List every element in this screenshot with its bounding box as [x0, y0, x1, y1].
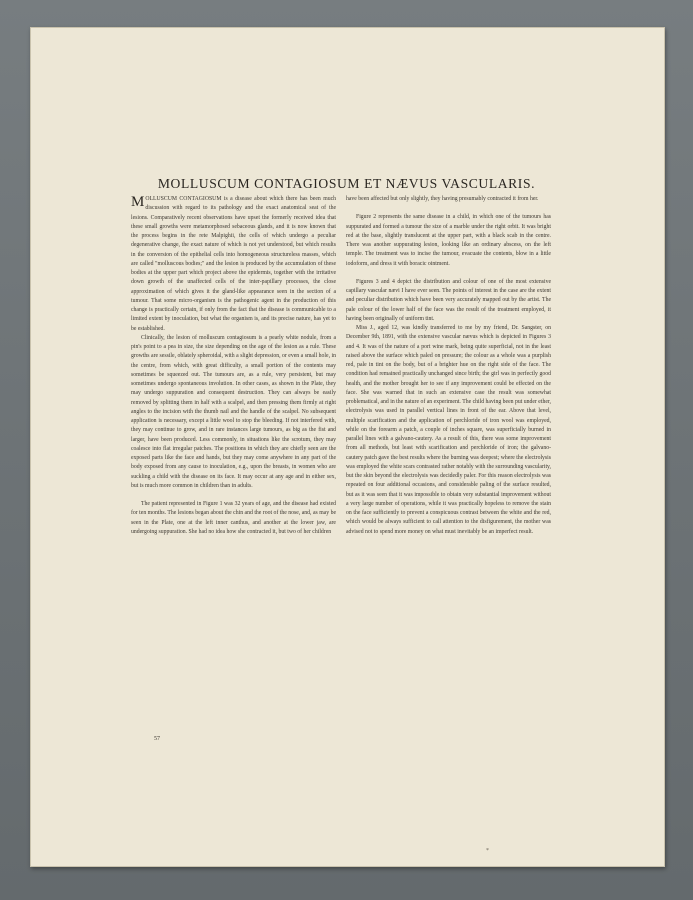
paragraph: Figures 3 and 4 depict the distribution and colour of one of the most extensive capillary vascular nævi I have ever seen. The points of interest in the case are the extent and peculiar distribution which have been very accurately mapped out by the artist. The pale colour of the lower half of the face was the result of the treatment employed, it having been originally of uniform tint. — [346, 278, 551, 322]
right-column — [346, 195, 551, 537]
paragraph: Miss J., aged 12, was kindly transferred to me by my friend, Dr. Sangster, on December 9th, 1891, with the extensive vascular nævus which is depicted in Figures 3 and 4. It was of the nature of a port wine mark, being quite superficial, not in the least raised above the surface which paled on pressure; the colour as a whole was a purplish red, pale in tint on the body, but of a brighter hue on the right side of the face. The condition had remained practically unchanged since birth; the girl was in perfectly good health, and the mother brought her to see if any improvement could be effected on the face. She was warned that in such an extensive case the result was somewhat problematical, and in the nature of an experiment. The child having been put under ether, electrolysis was used in parallel vertical lines in front of the ear. Above that level, multiple scarification and the application of perchloride of iron wool was employed, while on the forearm a patch, a couple of inches square, was superficially burned in parallel lines with a galvano-cautery. As a result of this, there was some improvement from all methods, but least with scarification and perchloride of iron; the galvano-cautery patch gave the best results where the burning was deepest; where the electrolysis was employed the white scars contrasted rather notably with the surrounding vascularity, but the skin beyond the electrolysis was decidedly paler. For this reason electrolysis was repeated on four additional occasions, and considerable paling of the surface resulted, but as it was seen that it was impossible to obtain very substantial improvement without a very large number of operations, while it was practically hopeless to remove the stain on the face sufficiently to prevent a conspicuous contrast between the white and the red, which would be always sufficient to call attention to the disfigurement, the mother was advised not to spend more money on what must inevitably be an imperfect result. — [346, 325, 551, 535]
paragraph-text: OLLUSCUM CONTAGIOSUM is a disease about which there has been much discussion with regard to its pathology and the exact anatomical seat of the lesions. Comparatively recent observations have upset the formerly received idea that these small growths were metamorphosed sebaceous glands, and it is now known that the process begins in the rete Malpighii, the cells of which undergo a peculiar degenerative change, the exact nature of which is not yet understood, but which results in the conversion of the epithelial cells into homogeneous structureless masses, which are called "molluscous bodies;" and the lesion is produced by the accumulation of these bodies at the upper part which project above the epidermis, together with the irritative down growth of the unaffected cells of the inter-papillary processes, the close approximation of which gives it the gland-like appearance seen in the section of a tumour. That some micro-organism is the pathogenic agent in the production of this change is practically certain, if only from the fact that the disease is communicable to a limited extent by inoculation, but what the organism is, and its precise nature, has yet to be established. — [131, 196, 336, 332]
drop-cap: M — [131, 194, 145, 210]
paragraph: The patient represented in Figure 1 was 32 years of age, and the disease had existed for ten months. The lesions began about the chin and the root of the nose, and, as may be seen in the Plate, one at the left inner canthus, and another at the lower jaw, are undergoing suppuration. She had no idea how she contracted it, but two of her children — [131, 501, 336, 535]
paragraph — [131, 195, 336, 334]
page-number: 57 — [154, 736, 160, 742]
paragraph: Figure 2 represents the same disease in a child, in which one of the tumours has suppurated and formed a tumour the size of a marble under the right orbit. It was bright red at the base, slightly translucent at the upper part, with a black scab in the centre. There was another suppurating lesion, looking like an ordinary abscess, on the left temple. The treatment was to incise the tumour, evacuate the contents, blow in a little iodoform, and dress it with boracic ointment. — [346, 214, 551, 267]
paragraph: Clinically, the lesion of molluscum contagiosum is a pearly white nodule, from a pin's point to a pea in size, the size depending on the age of the lesion as a rule. These growths are sessile, oblately spheroidal, with a slight depression, or even a small hole, in the centre, from which, with great difficulty, a small portion of the contents may sometimes be squeezed out. The tumours are, as a rule, very persistent, but may sometimes undergo spontaneous involution. In other cases, as shown in the Plate, they may undergo suppuration and consequent destruction. They can always be easily removed by splitting them in half with a scalpel, and then pressing them firmly at right angles to the incision with the thumb nail and the handle of the scalpel. No subsequent application is necessary, except a little wool to stop the bleeding. If not interfered with, they may continue to grow, and in rare instances large tumours, as big as the fist and larger, have been produced. Less commonly, in situations like the scrotum, they may coalesce into flat irregular patches. The positions in which they are chiefly seen are the exposed parts like the face and hands, but they may come anywhere in any part of the body exposed from any cause to inoculation, e.g., upon the breasts, in women who are suckling a child with the disease on its face. It may occur at any age and in either sex, but is much more common in children than in adults. — [131, 334, 336, 489]
article-title: MOLLUSCUM CONTAGIOSUM ET NÆVUS VASCULARIS. — [157, 176, 536, 191]
corner-mark: * — [486, 848, 489, 854]
left-column — [131, 195, 336, 537]
paragraph: have been affected but only slightly, they having presumably contracted it from her. — [346, 196, 539, 202]
